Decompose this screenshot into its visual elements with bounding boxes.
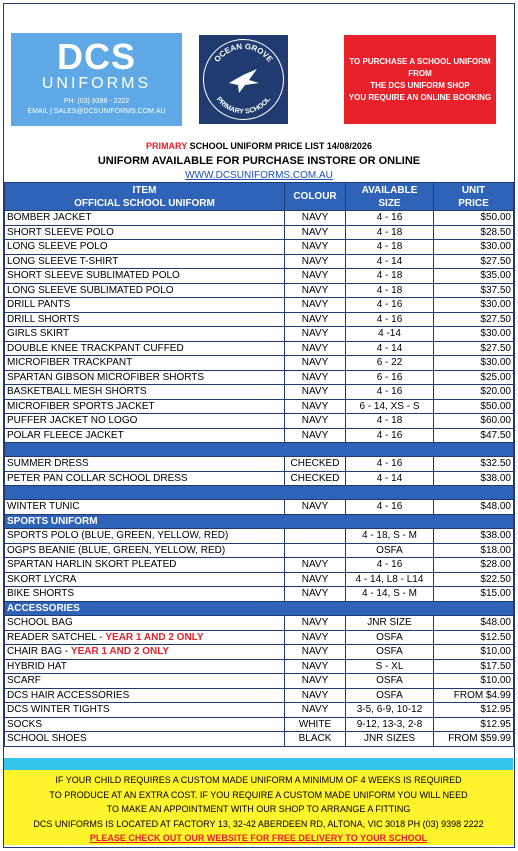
item-price: $60.00 <box>434 414 514 429</box>
item-price: $30.00 <box>434 327 514 342</box>
table-row <box>5 471 514 486</box>
item-name: READER SATCHEL - YEAR 1 AND 2 ONLY <box>5 630 285 645</box>
table-row <box>5 630 514 645</box>
item-price: $30.00 <box>434 356 514 371</box>
item-price: $25.00 <box>434 370 514 385</box>
table-row <box>5 254 514 269</box>
item-size: 3-5, 6-9, 10-12 <box>346 703 434 718</box>
website-link[interactable]: WWW.DCSUNIFORMS.COM.AU <box>185 170 333 181</box>
item-name: MICROFIBER SPORTS JACKET <box>5 399 285 414</box>
item-size: OSFA <box>346 543 434 558</box>
divider-bar <box>4 758 513 770</box>
section-header-row <box>5 514 514 529</box>
footer-line: IF YOUR CHILD REQUIRES A CUSTOM MADE UNIFORM A MINIMUM OF 4 WEEKS IS REQUIRED <box>55 775 462 785</box>
item-size: 4 - 18 <box>346 269 434 284</box>
booking-notice <box>344 35 496 124</box>
item-size: 6 - 14, XS - S <box>346 399 434 414</box>
item-colour: NAVY <box>285 283 346 298</box>
table-row <box>5 211 514 226</box>
table-row <box>5 587 514 602</box>
item-name: MICROFIBER TRACKPANT <box>5 356 285 371</box>
item-name: POLAR FLEECE JACKET <box>5 428 285 443</box>
item-colour: NAVY <box>285 659 346 674</box>
item-name: BASKETBALL MESH SHORTS <box>5 385 285 400</box>
table-row <box>5 703 514 718</box>
item-colour: NAVY <box>285 385 346 400</box>
item-size: 4 - 16 <box>346 211 434 226</box>
dcs-logo-email: EMAIL | SALES@DCSUNIFORMS.COM.AU <box>27 108 166 115</box>
table-row <box>5 529 514 544</box>
item-colour: CHECKED <box>285 471 346 486</box>
item-size: 4 - 16 <box>346 500 434 515</box>
item-price: $47.50 <box>434 428 514 443</box>
item-name: SCHOOL SHOES <box>5 732 285 747</box>
item-size: 9-12, 13-3, 2-8 <box>346 717 434 732</box>
item-size: JNR SIZES <box>346 732 434 747</box>
table-row <box>5 399 514 414</box>
section-separator <box>5 486 514 500</box>
section-title: SPORTS UNIFORM <box>5 514 514 529</box>
item-size: 4 - 18, S - M <box>346 529 434 544</box>
school-logo <box>199 35 288 124</box>
section-title: ACCESSORIES <box>5 601 514 616</box>
item-size: 4 - 14, S - M <box>346 587 434 602</box>
price-list-subtitle: UNIFORM AVAILABLE FOR PURCHASE INSTORE OR ONLINE <box>97 155 421 167</box>
item-size: 4 - 14, L8 - L14 <box>346 572 434 587</box>
item-colour: NAVY <box>285 211 346 226</box>
table-row <box>5 674 514 689</box>
item-size: S - XL <box>346 659 434 674</box>
item-price: $38.00 <box>434 529 514 544</box>
item-size: 6 - 16 <box>346 370 434 385</box>
table-row <box>5 225 514 240</box>
item-colour: NAVY <box>285 399 346 414</box>
item-size: 4 - 16 <box>346 385 434 400</box>
table-header-row <box>5 183 514 211</box>
item-colour: WHITE <box>285 717 346 732</box>
item-size: 4 - 16 <box>346 457 434 472</box>
item-size: 4 - 18 <box>346 283 434 298</box>
item-price: $50.00 <box>434 211 514 226</box>
booking-notice-text: TO PURCHASE A SCHOOL UNIFORM FROM THE DCS UNIFORM SHOP YOU REQUIRE AN ONLINE BOOKING <box>348 56 492 102</box>
table-row <box>5 283 514 298</box>
item-size: 4 - 16 <box>346 558 434 573</box>
item-colour: NAVY <box>285 356 346 371</box>
item-price: $12.95 <box>434 703 514 718</box>
item-colour: NAVY <box>285 616 346 631</box>
footer-line: DCS UNIFORMS IS LOCATED AT FACTORY 13, 32-42 ABERDEEN RD, ALTONA, VIC 3018 PH (03) 9398 2222 <box>33 818 484 829</box>
item-colour: BLACK <box>285 732 346 747</box>
item-price: $28.00 <box>434 558 514 573</box>
item-price: FROM $59.99 <box>434 732 514 747</box>
title-rest: SCHOOL UNIFORM PRICE LIST 14/08/2026 <box>187 141 372 151</box>
table-row <box>5 414 514 429</box>
table-row <box>5 688 514 703</box>
table-row <box>5 370 514 385</box>
table-row <box>5 645 514 660</box>
item-colour: CHECKED <box>285 457 346 472</box>
table-row <box>5 327 514 342</box>
item-size: JNR SIZE <box>346 616 434 631</box>
item-name: HYBRID HAT <box>5 659 285 674</box>
item-price: $15.00 <box>434 587 514 602</box>
item-price: $48.00 <box>434 616 514 631</box>
title-red: PRIMARY <box>146 141 188 151</box>
table-row <box>5 732 514 747</box>
item-colour: NAVY <box>285 254 346 269</box>
item-name: SKORT LYCRA <box>5 572 285 587</box>
item-price: $10.00 <box>434 645 514 660</box>
item-name: SCHOOL BAG <box>5 616 285 631</box>
item-price: $38.00 <box>434 471 514 486</box>
item-colour: NAVY <box>285 630 346 645</box>
table-row <box>5 240 514 255</box>
item-name: SPORTS POLO (BLUE, GREEN, YELLOW, RED) <box>5 529 285 544</box>
item-colour: NAVY <box>285 587 346 602</box>
item-size: 4 - 16 <box>346 428 434 443</box>
item-price: $22.50 <box>434 572 514 587</box>
footer-cta-link[interactable]: PLEASE CHECK OUT OUR WEBSITE FOR FREE DELIVERY TO YOUR SCHOOL <box>89 833 428 843</box>
item-name: DCS WINTER TIGHTS <box>5 703 285 718</box>
item-price: $30.00 <box>434 240 514 255</box>
item-colour: NAVY <box>285 572 346 587</box>
item-name: WINTER TUNIC <box>5 500 285 515</box>
footer-line: TO PRODUCE AT AN EXTRA COST. IF YOU REQUIRE A CUSTOM MADE UNIFORM YOU WILL NEED <box>49 789 468 800</box>
item-colour: NAVY <box>285 312 346 327</box>
price-list-title <box>0 141 518 151</box>
school-logo-top-text: OCEAN GROVE <box>212 41 275 64</box>
table-row <box>5 312 514 327</box>
item-size: 4 - 14 <box>346 471 434 486</box>
item-name: SPARTAN HARLIN SKORT PLEATED <box>5 558 285 573</box>
item-size: 6 - 22 <box>346 356 434 371</box>
item-name: SPARTAN GIBSON MICROFIBER SHORTS <box>5 370 285 385</box>
item-price: $10.00 <box>434 674 514 689</box>
item-size: 4 - 18 <box>346 414 434 429</box>
item-price: $30.00 <box>434 298 514 313</box>
table-row <box>5 269 514 284</box>
item-size: OSFA <box>346 688 434 703</box>
item-size: 4 - 14 <box>346 341 434 356</box>
item-colour: NAVY <box>285 645 346 660</box>
item-price: $37.50 <box>434 283 514 298</box>
item-colour: NAVY <box>285 558 346 573</box>
year-restriction-note: YEAR 1 AND 2 ONLY <box>70 646 170 658</box>
item-name: BOMBER JACKET <box>5 211 285 226</box>
item-colour: NAVY <box>285 674 346 689</box>
col-size-header: AVAILABLE SIZE <box>346 183 434 211</box>
item-size: 4 -14 <box>346 327 434 342</box>
item-price: $28.50 <box>434 225 514 240</box>
item-colour: NAVY <box>285 225 346 240</box>
dcs-logo-subtitle: UNIFORMS <box>41 75 152 92</box>
section-header-row <box>5 601 514 616</box>
item-colour: NAVY <box>285 414 346 429</box>
item-size: 4 - 14 <box>346 254 434 269</box>
table-row <box>5 341 514 356</box>
item-colour <box>285 529 346 544</box>
table-row <box>5 428 514 443</box>
item-size: OSFA <box>346 645 434 660</box>
item-price: $27.50 <box>434 254 514 269</box>
footer-notice <box>4 770 513 845</box>
item-colour: NAVY <box>285 500 346 515</box>
item-name: SCARF <box>5 674 285 689</box>
table-row <box>5 543 514 558</box>
item-name: PUFFER JACKET NO LOGO <box>5 414 285 429</box>
item-price: $35.00 <box>434 269 514 284</box>
item-price: $32.50 <box>434 457 514 472</box>
item-name: LONG SLEEVE POLO <box>5 240 285 255</box>
dcs-logo-title: DCS <box>56 36 136 77</box>
item-name: GIRLS SKIRT <box>5 327 285 342</box>
item-price: $50.00 <box>434 399 514 414</box>
table-row <box>5 558 514 573</box>
item-colour <box>285 543 346 558</box>
item-name: LONG SLEEVE SUBLIMATED POLO <box>5 283 285 298</box>
dcs-logo <box>11 33 182 126</box>
item-price: $27.50 <box>434 312 514 327</box>
item-colour: NAVY <box>285 327 346 342</box>
item-colour: NAVY <box>285 370 346 385</box>
item-name: DRILL SHORTS <box>5 312 285 327</box>
item-colour: NAVY <box>285 341 346 356</box>
item-size: 4 - 18 <box>346 240 434 255</box>
item-name: DRILL PANTS <box>5 298 285 313</box>
item-colour: NAVY <box>285 428 346 443</box>
item-colour: NAVY <box>285 269 346 284</box>
year-restriction-note: YEAR 1 AND 2 ONLY <box>105 631 204 643</box>
item-name: SOCKS <box>5 717 285 732</box>
item-size: OSFA <box>346 630 434 645</box>
table-row <box>5 572 514 587</box>
table-row <box>5 616 514 631</box>
price-table <box>4 182 514 747</box>
item-name: BIKE SHORTS <box>5 587 285 602</box>
item-size: OSFA <box>346 674 434 689</box>
item-name: SHORT SLEEVE SUBLIMATED POLO <box>5 269 285 284</box>
table-row <box>5 717 514 732</box>
item-size: 4 - 18 <box>346 225 434 240</box>
table-row <box>5 659 514 674</box>
item-size: 4 - 16 <box>346 312 434 327</box>
item-price: $27.50 <box>434 341 514 356</box>
item-colour: NAVY <box>285 298 346 313</box>
school-logo-bottom-text: PRIMARY SCHOOL <box>214 95 273 116</box>
table-row <box>5 500 514 515</box>
col-price-header: UNIT PRICE <box>434 183 514 211</box>
item-colour: NAVY <box>285 703 346 718</box>
item-name: DCS HAIR ACCESSORIES <box>5 688 285 703</box>
item-price: $20.00 <box>434 385 514 400</box>
item-colour: NAVY <box>285 240 346 255</box>
item-price: $18.00 <box>434 543 514 558</box>
item-colour: NAVY <box>285 688 346 703</box>
col-item-header: ITEM OFFICIAL SCHOOL UNIFORM <box>5 183 285 211</box>
item-price: $17.50 <box>434 659 514 674</box>
bird-icon <box>229 69 259 93</box>
item-price: $48.00 <box>434 500 514 515</box>
col-colour-header: COLOUR <box>285 183 346 211</box>
item-name: LONG SLEEVE T-SHIRT <box>5 254 285 269</box>
item-name: SUMMER DRESS <box>5 457 285 472</box>
table-row <box>5 356 514 371</box>
table-row <box>5 298 514 313</box>
item-price: FROM $4.99 <box>434 688 514 703</box>
item-name: CHAIR BAG - YEAR 1 AND 2 ONLY <box>5 645 285 660</box>
dcs-logo-phone: PH: (03) 9398 - 2222 <box>63 98 130 105</box>
item-name: PETER PAN COLLAR SCHOOL DRESS <box>5 471 285 486</box>
table-row <box>5 457 514 472</box>
item-name: DOUBLE KNEE TRACKPANT CUFFED <box>5 341 285 356</box>
footer-line: TO MAKE AN APPOINTMENT WITH OUR SHOP TO ARRANGE A FITTING <box>106 804 411 814</box>
item-name: SHORT SLEEVE POLO <box>5 225 285 240</box>
item-size: 4 - 16 <box>346 298 434 313</box>
item-name: OGPS BEANIE (BLUE, GREEN, YELLOW, RED) <box>5 543 285 558</box>
section-separator <box>5 443 514 457</box>
item-price: $12.95 <box>434 717 514 732</box>
table-row <box>5 385 514 400</box>
item-price: $12.50 <box>434 630 514 645</box>
